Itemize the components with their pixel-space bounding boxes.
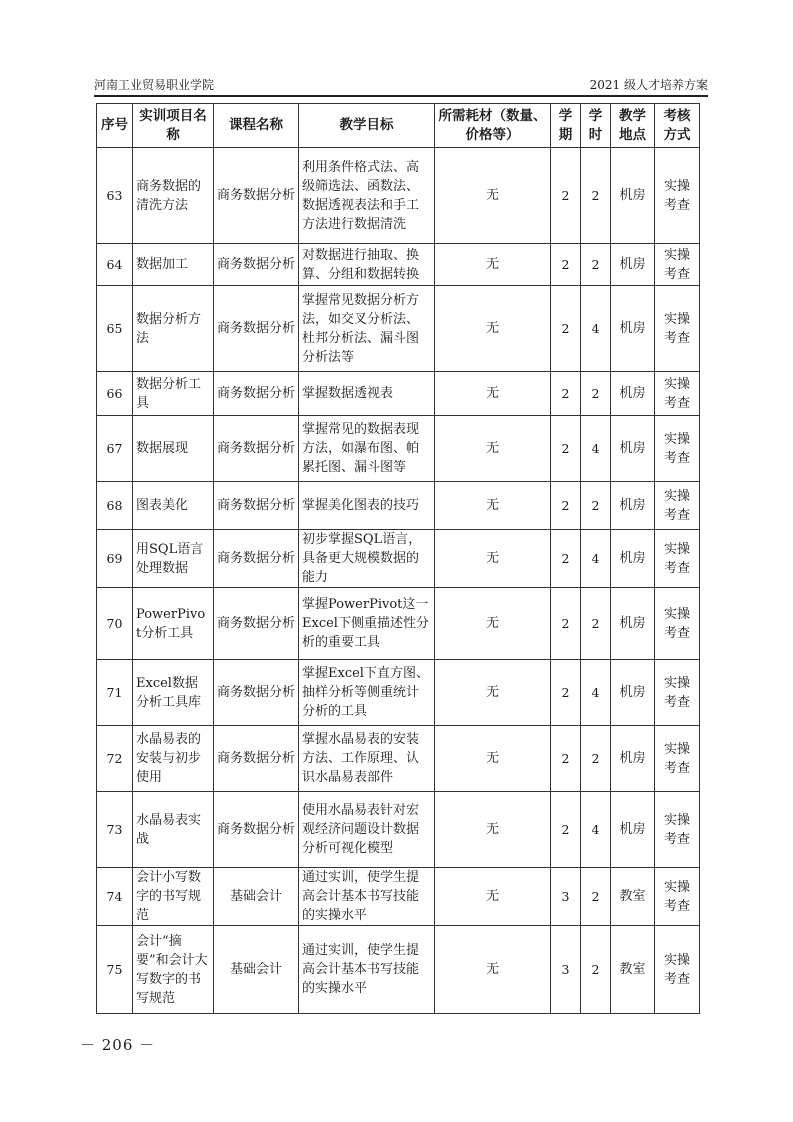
training-table bbox=[96, 103, 700, 1014]
hours-cell: 2 bbox=[581, 926, 611, 1014]
course-name-cell: 商务数据分析 bbox=[214, 148, 299, 244]
table-row bbox=[97, 588, 700, 660]
materials-cell: 无 bbox=[435, 926, 551, 1014]
assessment-cell: 实操考查 bbox=[655, 148, 700, 244]
materials-cell: 无 bbox=[435, 416, 551, 482]
teaching-goal-cell: 利用条件格式法、高级筛选法、函数法、数据透视表法和手工方法进行数据清洗 bbox=[299, 148, 435, 244]
location-cell: 机房 bbox=[611, 792, 655, 868]
project-name-cell: 数据分析方法 bbox=[133, 286, 214, 372]
hours-cell: 2 bbox=[581, 482, 611, 530]
table-row bbox=[97, 286, 700, 372]
course-name-cell: 商务数据分析 bbox=[214, 660, 299, 726]
materials-cell: 无 bbox=[435, 792, 551, 868]
assessment-cell: 实操考查 bbox=[655, 372, 700, 416]
table-row bbox=[97, 530, 700, 588]
location-cell: 机房 bbox=[611, 660, 655, 726]
hours-cell: 2 bbox=[581, 372, 611, 416]
course-name-cell: 商务数据分析 bbox=[214, 792, 299, 868]
assessment-cell: 实操考查 bbox=[655, 726, 700, 792]
materials-cell: 无 bbox=[435, 588, 551, 660]
project-name-cell: 数据展现 bbox=[133, 416, 214, 482]
teaching-goal-cell: 对数据进行抽取、换算、分组和数据转换 bbox=[299, 244, 435, 286]
project-name-cell: 数据分析工具 bbox=[133, 372, 214, 416]
materials-cell: 无 bbox=[435, 148, 551, 244]
location-cell: 教室 bbox=[611, 868, 655, 926]
term-cell: 2 bbox=[551, 372, 581, 416]
column-header: 序号 bbox=[97, 104, 133, 148]
teaching-goal-cell: 通过实训，使学生提高会计基本书写技能的实操水平 bbox=[299, 868, 435, 926]
course-name-cell: 商务数据分析 bbox=[214, 372, 299, 416]
location-cell: 机房 bbox=[611, 530, 655, 588]
location-cell: 机房 bbox=[611, 588, 655, 660]
teaching-goal-cell: 掌握常见的数据表现方法，如瀑布图、帕累托图、漏斗图等 bbox=[299, 416, 435, 482]
materials-cell: 无 bbox=[435, 244, 551, 286]
row-number-cell: 66 bbox=[97, 372, 133, 416]
row-number-cell: 73 bbox=[97, 792, 133, 868]
row-number-cell: 68 bbox=[97, 482, 133, 530]
row-number-cell: 63 bbox=[97, 148, 133, 244]
hours-cell: 2 bbox=[581, 588, 611, 660]
assessment-cell: 实操考查 bbox=[655, 588, 700, 660]
assessment-cell: 实操考查 bbox=[655, 530, 700, 588]
term-cell: 2 bbox=[551, 244, 581, 286]
row-number-cell: 65 bbox=[97, 286, 133, 372]
table-row bbox=[97, 726, 700, 792]
column-header: 所需耗材（数量、价格等） bbox=[435, 104, 551, 148]
term-cell: 2 bbox=[551, 726, 581, 792]
materials-cell: 无 bbox=[435, 372, 551, 416]
project-name-cell: 会计“摘要”和会计大写数字的书写规范 bbox=[133, 926, 214, 1014]
column-header: 教学地点 bbox=[611, 104, 655, 148]
assessment-cell: 实操考查 bbox=[655, 482, 700, 530]
column-header: 实训项目名称 bbox=[133, 104, 214, 148]
table-row bbox=[97, 926, 700, 1014]
project-name-cell: 数据加工 bbox=[133, 244, 214, 286]
assessment-cell: 实操考查 bbox=[655, 868, 700, 926]
term-cell: 2 bbox=[551, 660, 581, 726]
table-row bbox=[97, 372, 700, 416]
term-cell: 2 bbox=[551, 588, 581, 660]
teaching-goal-cell: 掌握Excel下直方图、抽样分析等侧重统计分析的工具 bbox=[299, 660, 435, 726]
project-name-cell: Excel数据分析工具库 bbox=[133, 660, 214, 726]
table-row bbox=[97, 416, 700, 482]
table-row bbox=[97, 482, 700, 530]
column-header: 学时 bbox=[581, 104, 611, 148]
location-cell: 机房 bbox=[611, 372, 655, 416]
hours-cell: 2 bbox=[581, 726, 611, 792]
term-cell: 3 bbox=[551, 868, 581, 926]
course-name-cell: 商务数据分析 bbox=[214, 482, 299, 530]
assessment-cell: 实操考查 bbox=[655, 792, 700, 868]
column-header: 教学目标 bbox=[299, 104, 435, 148]
project-name-cell: PowerPivot分析工具 bbox=[133, 588, 214, 660]
assessment-cell: 实操考查 bbox=[655, 660, 700, 726]
course-name-cell: 商务数据分析 bbox=[214, 726, 299, 792]
teaching-goal-cell: 掌握数据透视表 bbox=[299, 372, 435, 416]
course-name-cell: 基础会计 bbox=[214, 926, 299, 1014]
term-cell: 2 bbox=[551, 792, 581, 868]
materials-cell: 无 bbox=[435, 868, 551, 926]
location-cell: 机房 bbox=[611, 416, 655, 482]
location-cell: 机房 bbox=[611, 482, 655, 530]
hours-cell: 2 bbox=[581, 868, 611, 926]
assessment-cell: 实操考查 bbox=[655, 416, 700, 482]
header-divider bbox=[94, 95, 708, 97]
document-title: 2021 级人才培养方案 bbox=[589, 78, 708, 92]
hours-cell: 4 bbox=[581, 660, 611, 726]
term-cell: 2 bbox=[551, 416, 581, 482]
row-number-cell: 67 bbox=[97, 416, 133, 482]
location-cell: 机房 bbox=[611, 244, 655, 286]
row-number-cell: 74 bbox=[97, 868, 133, 926]
term-cell: 2 bbox=[551, 148, 581, 244]
teaching-goal-cell: 掌握PowerPivot这一Excel下侧重描述性分析的重要工具 bbox=[299, 588, 435, 660]
hours-cell: 4 bbox=[581, 286, 611, 372]
table-header-row bbox=[97, 104, 700, 148]
teaching-goal-cell: 使用水晶易表针对宏观经济问题设计数据分析可视化模型 bbox=[299, 792, 435, 868]
term-cell: 2 bbox=[551, 286, 581, 372]
hours-cell: 4 bbox=[581, 416, 611, 482]
column-header: 学期 bbox=[551, 104, 581, 148]
row-number-cell: 64 bbox=[97, 244, 133, 286]
hours-cell: 2 bbox=[581, 148, 611, 244]
page-number: － 206 － bbox=[80, 1036, 156, 1054]
term-cell: 2 bbox=[551, 482, 581, 530]
project-name-cell: 会计小写数字的书写规范 bbox=[133, 868, 214, 926]
row-number-cell: 71 bbox=[97, 660, 133, 726]
teaching-goal-cell: 掌握水晶易表的安装方法、工作原理、认识水晶易表部件 bbox=[299, 726, 435, 792]
table-row bbox=[97, 148, 700, 244]
project-name-cell: 水晶易表的安装与初步使用 bbox=[133, 726, 214, 792]
school-name: 河南工业贸易职业学院 bbox=[94, 78, 215, 92]
assessment-cell: 实操考查 bbox=[655, 286, 700, 372]
teaching-goal-cell: 通过实训，使学生提高会计基本书写技能的实操水平 bbox=[299, 926, 435, 1014]
column-header: 考核方式 bbox=[655, 104, 700, 148]
location-cell: 教室 bbox=[611, 926, 655, 1014]
course-name-cell: 商务数据分析 bbox=[214, 244, 299, 286]
materials-cell: 无 bbox=[435, 286, 551, 372]
hours-cell: 4 bbox=[581, 792, 611, 868]
row-number-cell: 72 bbox=[97, 726, 133, 792]
hours-cell: 4 bbox=[581, 530, 611, 588]
assessment-cell: 实操考查 bbox=[655, 926, 700, 1014]
term-cell: 3 bbox=[551, 926, 581, 1014]
teaching-goal-cell: 掌握常见数据分析方法，如交叉分析法、杜邦分析法、漏斗图分析法等 bbox=[299, 286, 435, 372]
table-row bbox=[97, 868, 700, 926]
location-cell: 机房 bbox=[611, 726, 655, 792]
row-number-cell: 75 bbox=[97, 926, 133, 1014]
column-header: 课程名称 bbox=[214, 104, 299, 148]
row-number-cell: 69 bbox=[97, 530, 133, 588]
materials-cell: 无 bbox=[435, 530, 551, 588]
row-number-cell: 70 bbox=[97, 588, 133, 660]
teaching-goal-cell: 初步掌握SQL语言，具备更大规模数据的能力 bbox=[299, 530, 435, 588]
materials-cell: 无 bbox=[435, 660, 551, 726]
table-row bbox=[97, 792, 700, 868]
course-name-cell: 商务数据分析 bbox=[214, 416, 299, 482]
materials-cell: 无 bbox=[435, 726, 551, 792]
project-name-cell: 用SQL语言处理数据 bbox=[133, 530, 214, 588]
course-name-cell: 基础会计 bbox=[214, 868, 299, 926]
course-name-cell: 商务数据分析 bbox=[214, 286, 299, 372]
course-name-cell: 商务数据分析 bbox=[214, 530, 299, 588]
page-header bbox=[94, 76, 708, 94]
hours-cell: 2 bbox=[581, 244, 611, 286]
location-cell: 机房 bbox=[611, 286, 655, 372]
location-cell: 机房 bbox=[611, 148, 655, 244]
materials-cell: 无 bbox=[435, 482, 551, 530]
project-name-cell: 图表美化 bbox=[133, 482, 214, 530]
table-row bbox=[97, 660, 700, 726]
term-cell: 2 bbox=[551, 530, 581, 588]
course-name-cell: 商务数据分析 bbox=[214, 588, 299, 660]
project-name-cell: 水晶易表实战 bbox=[133, 792, 214, 868]
project-name-cell: 商务数据的清洗方法 bbox=[133, 148, 214, 244]
assessment-cell: 实操考查 bbox=[655, 244, 700, 286]
table-row bbox=[97, 244, 700, 286]
teaching-goal-cell: 掌握美化图表的技巧 bbox=[299, 482, 435, 530]
